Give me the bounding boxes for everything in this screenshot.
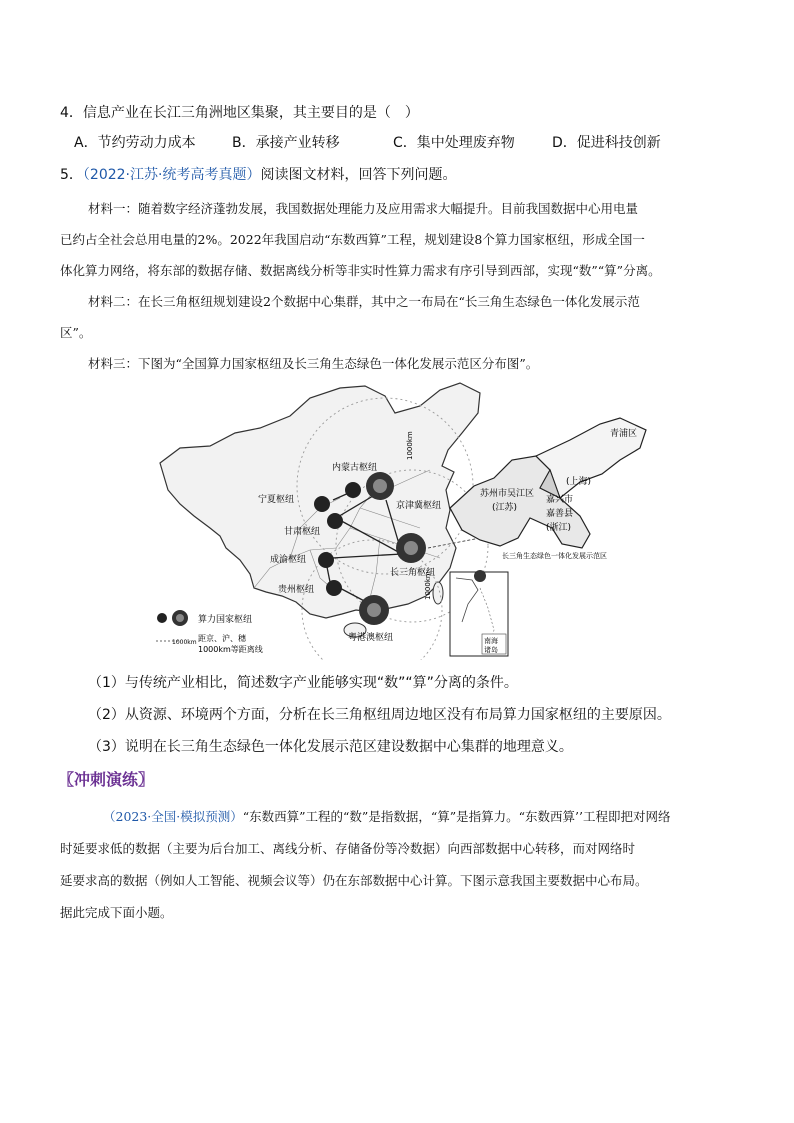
legend-hub-label: 算力国家枢纽 xyxy=(198,615,253,625)
material1-line2: 已约占全社会总用电量的2%。2022年我国启动“东数西算”工程，规划建设8个算力国家枢纽，形成全国一 xyxy=(60,232,645,247)
sprint-source: （2023·全国·模拟预测） xyxy=(103,809,243,824)
legend-distance-line1: 距京、沪、穗 xyxy=(198,634,246,643)
sprint-line1 xyxy=(103,808,670,825)
q5-header xyxy=(60,166,456,184)
sprint-section-title: 〖冲刺演练〗 xyxy=(58,770,155,789)
label-qingpu: 青浦区 xyxy=(610,429,638,439)
label-km-east: 1000km xyxy=(424,571,432,600)
label-gansu: 甘肃枢纽 xyxy=(284,527,321,537)
legend-km-label: 1000km xyxy=(172,639,197,646)
south-china-sea-inset xyxy=(450,570,508,656)
label-jiangsu: (江苏) xyxy=(492,503,518,513)
q4-option-b: B．承接产业转移 xyxy=(232,135,340,151)
q5-sub3: （3）说明在长三角生态绿色一体化发展示范区建设数据中心集群的地理意义。 xyxy=(88,739,573,755)
q4-option-a: A．节约劳动力成本 xyxy=(74,135,196,151)
map-legend xyxy=(156,610,263,654)
q4-option-c: C．集中处理废弃物 xyxy=(393,135,515,151)
label-guizhou: 贵州枢纽 xyxy=(278,585,315,595)
q5-number: 5． xyxy=(60,167,83,183)
label-km-north: 1000km xyxy=(406,431,414,460)
q4-option-d: D．促进科技创新 xyxy=(552,135,661,151)
material1-line1: 材料一：随着数字经济蓬勃发展，我国数据处理能力及应用需求大幅提升。目前我国数据中心用电量 xyxy=(88,201,639,216)
q5-sub1: （1）与传统产业相比，简述数字产业能够实现“数”“算”分离的条件。 xyxy=(88,675,518,691)
hub-jingjinji xyxy=(345,482,361,498)
label-jingjinji: 京津冀枢纽 xyxy=(396,501,442,511)
label-islands: 诸岛 xyxy=(484,646,498,654)
computing-hub-map xyxy=(150,378,650,660)
label-changsanjiao: 长三角枢纽 xyxy=(390,568,436,578)
label-south-sea: 南海 xyxy=(484,637,498,645)
legend-distance-line2: 1000km等距离线 xyxy=(198,645,263,654)
material1-line3: 体化算力网络，将东部的数据存储、数据离线分析等非实时性算力需求有序引导到西部，实现“数”“算”分离。 xyxy=(60,263,661,278)
q4-stem: 4．信息产业在长江三角洲地区集聚，其主要目的是（ ） xyxy=(60,105,419,121)
label-chengyu: 成渝枢纽 xyxy=(270,555,307,565)
label-wujiang: 苏州市吴江区 xyxy=(480,489,535,499)
demo-zone-inset xyxy=(450,418,646,560)
label-zhejiang: (浙江) xyxy=(546,523,572,533)
sprint-line3: 延要求高的数据（例如人工智能、视频会议等）仍在东部数据中心计算。下图示意我国主要数据中心布局。 xyxy=(60,873,648,888)
hub-gansu xyxy=(327,513,343,529)
q5-sub2: （2）从资源、环境两个方面，分析在长三角枢纽周边地区没有布局算力国家枢纽的主要原因。 xyxy=(88,707,671,723)
q5-source: （2022·江苏·统考高考真题） xyxy=(82,167,261,183)
sprint-line1-text: “东数西算”工程的“数”是指数据，“算”是指算力。“东数西算’’工程即把对网络 xyxy=(242,809,671,824)
material2-line2: 区”。 xyxy=(60,325,92,340)
q5-instruction: 阅读图文材料，回答下列问题。 xyxy=(260,167,457,183)
label-jiaxing-city: 嘉兴市 xyxy=(546,495,574,505)
taiwan-island xyxy=(433,582,443,604)
label-neimenggu: 内蒙古枢纽 xyxy=(332,463,378,473)
label-shanghai: (上海) xyxy=(566,477,592,487)
hub-ningxia xyxy=(314,496,330,512)
hub-guizhou xyxy=(326,580,342,596)
sprint-line2: 时延要求低的数据（主要为后台加工、离线分析、存储备份等冷数据）向西部数据中心转移，而对网络时 xyxy=(60,841,636,856)
hub-chengyu xyxy=(318,552,334,568)
label-demo-zone: 长三角生态绿色一体化发展示范区 xyxy=(502,552,607,560)
label-yuegangao: 粤港澳枢纽 xyxy=(348,633,394,643)
sprint-line4: 据此完成下面小题。 xyxy=(60,905,173,920)
material3: 材料三：下图为“全国算力国家枢纽及长三角生态绿色一体化发展示范区分布图”。 xyxy=(88,356,539,371)
material2-line1: 材料二：在长三角枢纽规划建设2个数据中心集群，其中之一布局在“长三角生态绿色一体化发展示范 xyxy=(88,294,640,309)
label-jiashan: 嘉善县 xyxy=(546,509,574,519)
label-ningxia: 宁夏枢纽 xyxy=(258,495,295,505)
